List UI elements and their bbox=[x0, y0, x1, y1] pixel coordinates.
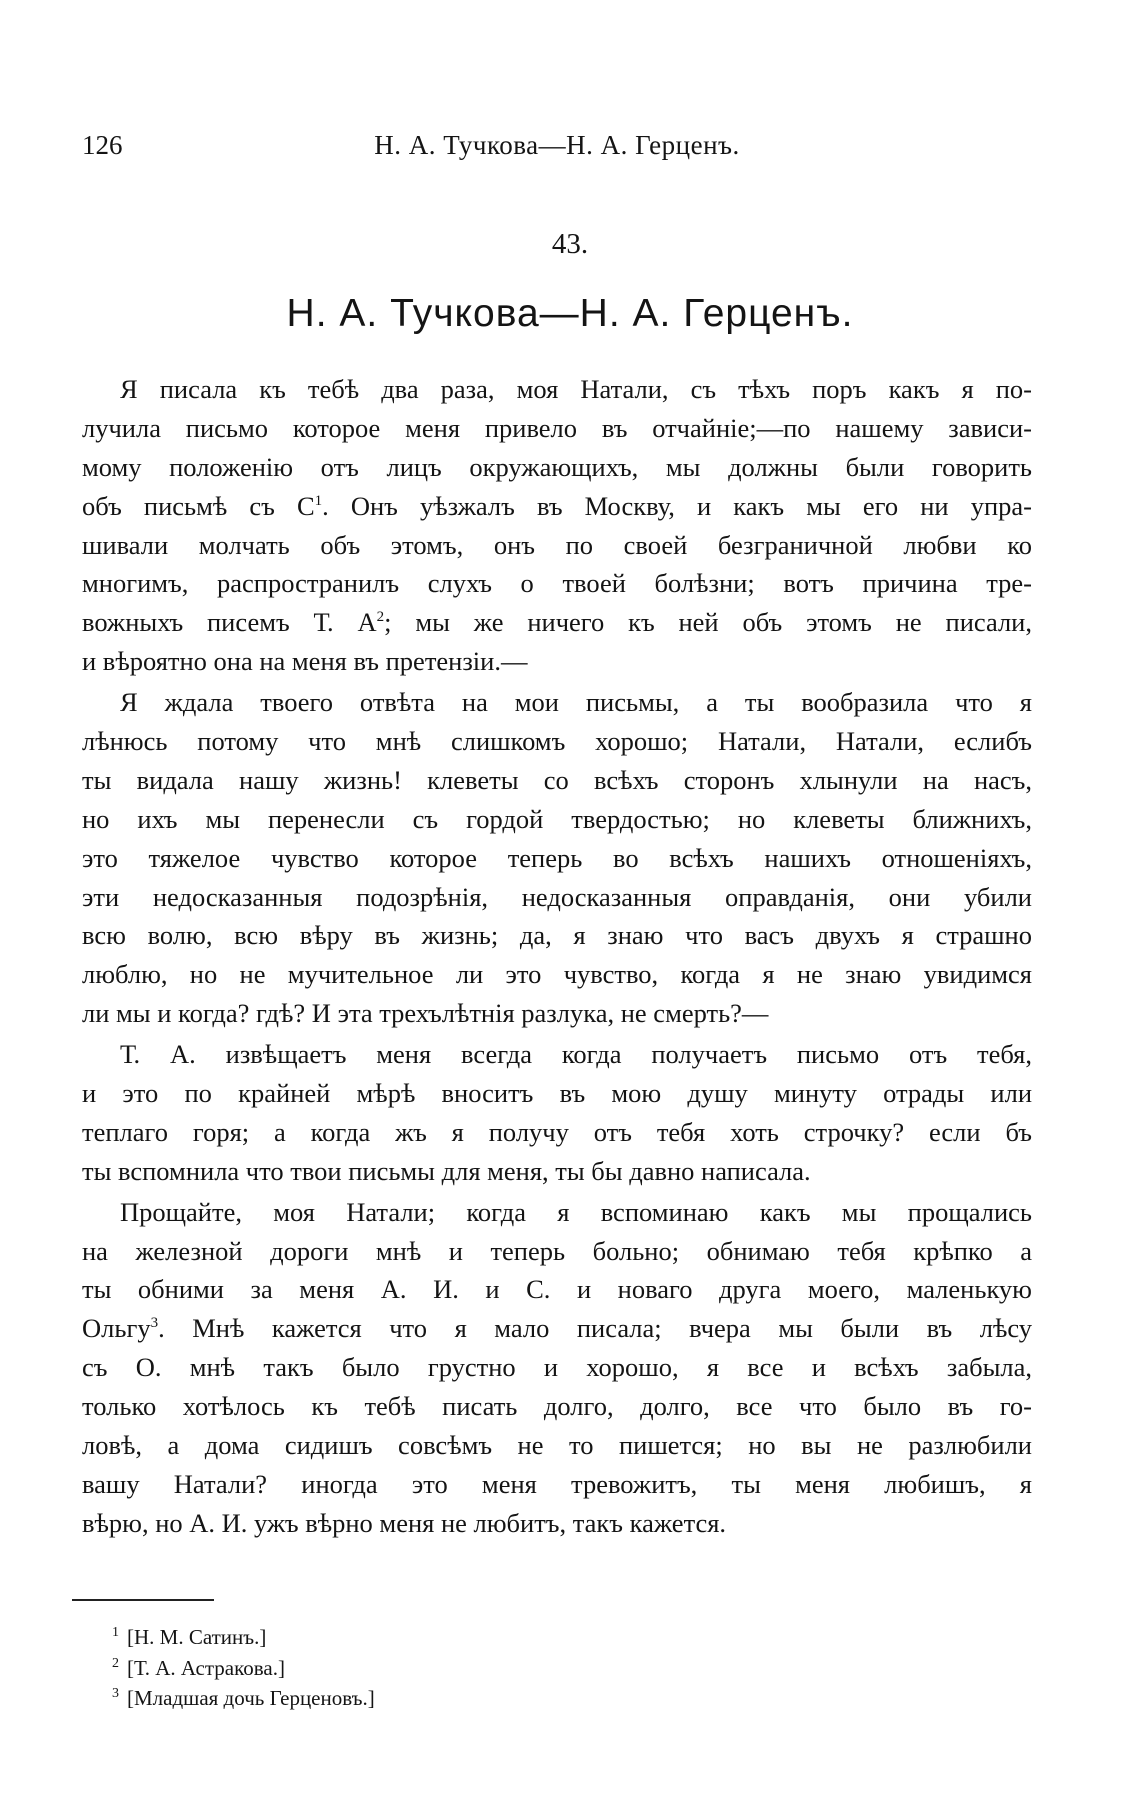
text-line: многимъ, распространилъ слухъ о твоей болѣзни; вотъ причина тре- bbox=[82, 568, 1032, 599]
footnote-ref: 3 bbox=[150, 1315, 159, 1332]
footnote-mark: 1 bbox=[112, 1625, 119, 1640]
text-line: Я ждала твоего отвѣта на мои письмы, а ты вообразила что я bbox=[120, 687, 1032, 718]
text-line: шивали молчать объ этомъ, онъ по своей безграничной любви ко bbox=[82, 529, 1032, 560]
text-line: ли мы и когда? гдѣ? И эта трехълѣтнія разлука, не смерть?— bbox=[82, 998, 769, 1029]
footnote-ref: 2 bbox=[376, 609, 385, 626]
text-line bbox=[82, 603, 1032, 642]
footnote-mark: 3 bbox=[112, 1686, 119, 1701]
text-line: Я писала къ тебѣ два раза, моя Натали, съ тѣхъ поръ какъ я по- bbox=[120, 374, 1032, 404]
text-line: ловѣ, а дома сидишъ совсѣмъ не то пишется; но вы не разлюбили bbox=[82, 1430, 1032, 1461]
text-line: ты видала нашу жизнь! клеветы со всѣхъ сторонъ хлынули на насъ, bbox=[82, 764, 1032, 795]
text-line: эти недосказанныя подозрѣнія, недосказанныя оправданія, они убили bbox=[82, 881, 1032, 912]
footnote-text: [Младшая дочь Герценовъ.] bbox=[127, 1686, 375, 1710]
text-line: и вѣроятно она на меня въ претензіи.— bbox=[82, 646, 528, 677]
footnotes bbox=[112, 1622, 812, 1714]
text-line bbox=[82, 487, 1032, 526]
text-line: лучила письмо которое меня привело въ отчайніе;—по нашему зависи- bbox=[82, 412, 1032, 443]
text-line: ты вспомнила что твои письмы для меня, ты бы давно написала. bbox=[82, 1155, 811, 1186]
footnote bbox=[112, 1622, 812, 1653]
footnote-text: [Н. М. Сатинъ.] bbox=[127, 1625, 267, 1649]
text-line: но ихъ мы перенесли съ гордой твердостью; но клеветы ближнихъ, bbox=[82, 803, 1032, 834]
text-line: только хотѣлось къ тебѣ писать долго, долго, все что было въ го- bbox=[82, 1391, 1032, 1422]
text-segment: ; мы же ничего къ ней объ этомъ не писали, bbox=[384, 607, 1032, 638]
text-line: ты обними за меня А. И. и С. и новаго друга моего, маленькую bbox=[82, 1274, 1032, 1305]
text-segment: Ольгу bbox=[82, 1313, 151, 1344]
letter-title: Н. А. Тучкова—Н. А. Герценъ. bbox=[286, 292, 854, 335]
text-line: это тяжелое чувство которое теперь во всѣхъ нашихъ отношеніяхъ, bbox=[82, 842, 1032, 873]
text-segment: . Мнѣ кажется что я мало писала; вчера мы были въ лѣсу bbox=[158, 1313, 1032, 1344]
footnote-text: [Т. А. Астракова.] bbox=[127, 1655, 285, 1680]
text-line: мому положенію отъ лицъ окружающихъ, мы должны были говорить bbox=[82, 451, 1032, 482]
letter-body bbox=[82, 370, 1032, 1543]
text-line: люблю, но не мучительное ли это чувство, когда я не знаю увидимся bbox=[82, 959, 1032, 990]
text-segment: объ письмѣ съ С bbox=[82, 490, 315, 521]
footnote bbox=[112, 1683, 812, 1714]
letter-number: 43. bbox=[551, 228, 589, 260]
text-line: и это по крайней мѣрѣ вноситъ въ мою душу минуту отрады или bbox=[82, 1078, 1032, 1109]
footnote-divider bbox=[72, 1599, 214, 1601]
text-line bbox=[82, 1309, 1032, 1348]
text-segment: вожныхъ писемъ Т. А bbox=[82, 607, 377, 638]
text-line: Т. А. извѣщаетъ меня всегда когда получаетъ письмо отъ тебя, bbox=[120, 1039, 1032, 1070]
page-number: 126 bbox=[82, 130, 123, 160]
text-line: всю волю, всю вѣру въ жизнь; да, я знаю что васъ двухъ я страшно bbox=[82, 920, 1032, 951]
text-line: съ О. мнѣ такъ было грустно и хорошо, я все и всѣхъ забыла, bbox=[82, 1352, 1032, 1383]
running-head: Н. А. Тучкова—Н. А. Герценъ. bbox=[374, 130, 740, 160]
footnote bbox=[112, 1653, 812, 1684]
footnote-ref: 1 bbox=[314, 492, 323, 509]
page-header bbox=[82, 130, 1032, 170]
footnote-mark: 2 bbox=[112, 1655, 119, 1671]
text-line: на железной дороги мнѣ и теперь больно; обнимаю тебя крѣпко а bbox=[82, 1235, 1032, 1266]
text-line: Прощайте, моя Натали; когда я вспоминаю какъ мы прощались bbox=[120, 1196, 1032, 1227]
text-line: вѣрю, но А. И. ужъ вѣрно меня не любитъ, такъ кажется. bbox=[82, 1507, 727, 1538]
text-line: лѣнюсь потому что мнѣ слишкомъ хорошо; Натали, Натали, еслибъ bbox=[82, 726, 1032, 757]
text-line: теплаго горя; а когда жъ я получу отъ тебя хоть строчку? если бъ bbox=[82, 1116, 1032, 1147]
text-line: вашу Натали? иногда это меня тревожитъ, ты меня любишъ, я bbox=[82, 1468, 1032, 1499]
text-segment: . Онъ уѣзжалъ въ Москву, и какъ мы его ни упра- bbox=[322, 490, 1032, 521]
